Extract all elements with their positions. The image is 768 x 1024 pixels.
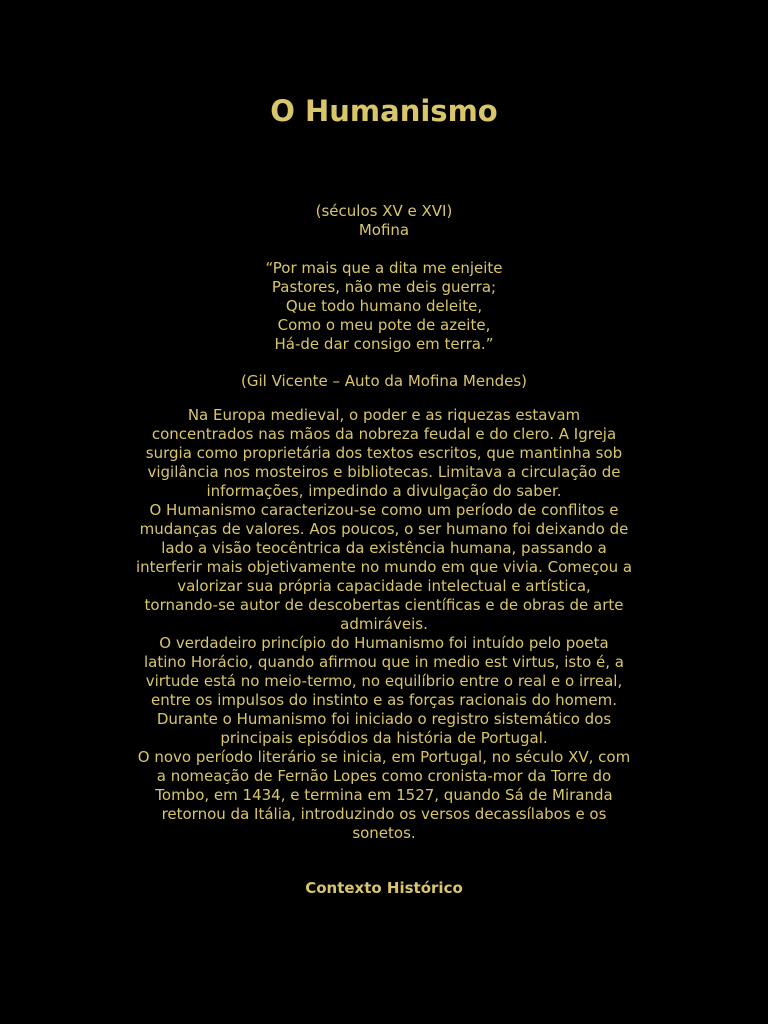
- verse-citation: [100, 372, 668, 391]
- verse-line: “Por mais que a dita me enjeite: [265, 259, 503, 277]
- body-line: tornando-se autor de descobertas científicas e de obras de arte: [144, 596, 624, 614]
- body-line: Tombo, em 1434, e termina em 1527, quando Sá de Miranda: [155, 786, 613, 804]
- subtitle-period: (séculos XV e XVI): [315, 202, 453, 220]
- body-line: vigilância nos mosteiros e bibliotecas. Limitava a circulação de: [147, 463, 621, 481]
- body-line: Durante o Humanismo foi iniciado o registro sistemático dos: [156, 710, 612, 728]
- section-heading: Contexto Histórico: [305, 879, 463, 897]
- body-line: sonetos.: [352, 824, 416, 842]
- body-line: O verdadeiro princípio do Humanismo foi intuído pelo poeta: [159, 634, 609, 652]
- subtitle-block: [100, 202, 668, 240]
- body-line: surgia como proprietária dos textos escritos, que mantinha sob: [145, 444, 623, 462]
- page-title: O Humanismo: [270, 94, 498, 128]
- body-line: valorizar sua própria capacidade intelectual e artística,: [177, 577, 591, 595]
- body-line: virtude está no meio-termo, no equilíbrio entre o real e o irreal,: [145, 672, 623, 690]
- verse-block: [100, 259, 668, 354]
- body-line: O Humanismo caracterizou-se como um período de conflitos e: [149, 501, 619, 519]
- body-line: retornou da Itália, introduzindo os versos decassílabos e os: [161, 805, 607, 823]
- body-text: [100, 406, 668, 843]
- citation-text: (Gil Vicente – Auto da Mofina Mendes): [240, 372, 527, 390]
- body-line: entre os impulsos do instinto e as forças racionais do homem.: [151, 691, 617, 709]
- body-line: admiráveis.: [340, 615, 428, 633]
- subtitle-work: Mofina: [358, 221, 410, 239]
- body-line: O novo período literário se inicia, em Portugal, no século XV, com: [137, 748, 631, 766]
- verse-line: Que todo humano deleite,: [285, 297, 483, 315]
- verse-line: Pastores, não me deis guerra;: [271, 278, 497, 296]
- verse-line: Há-de dar consigo em terra.”: [274, 335, 494, 353]
- body-line: latino Horácio, quando afirmou que in medio est virtus, isto é, a: [144, 653, 624, 671]
- body-line: concentrados nas mãos da nobreza feudal e do clero. A Igreja: [151, 425, 617, 443]
- body-line: lado a visão teocêntrica da existência humana, passando a: [161, 539, 607, 557]
- body-line: a nomeação de Fernão Lopes como cronista-mor da Torre do: [156, 767, 612, 785]
- body-line: interferir mais objetivamente no mundo em que vivia. Começou a: [135, 558, 633, 576]
- body-line: principais episódios da história de Portugal.: [220, 729, 548, 747]
- body-line: informações, impedindo a divulgação do saber.: [206, 482, 562, 500]
- body-line: Na Europa medieval, o poder e as riquezas estavam: [187, 406, 581, 424]
- verse-line: Como o meu pote de azeite,: [277, 316, 491, 334]
- body-line: mudanças de valores. Aos poucos, o ser humano foi deixando de: [139, 520, 629, 538]
